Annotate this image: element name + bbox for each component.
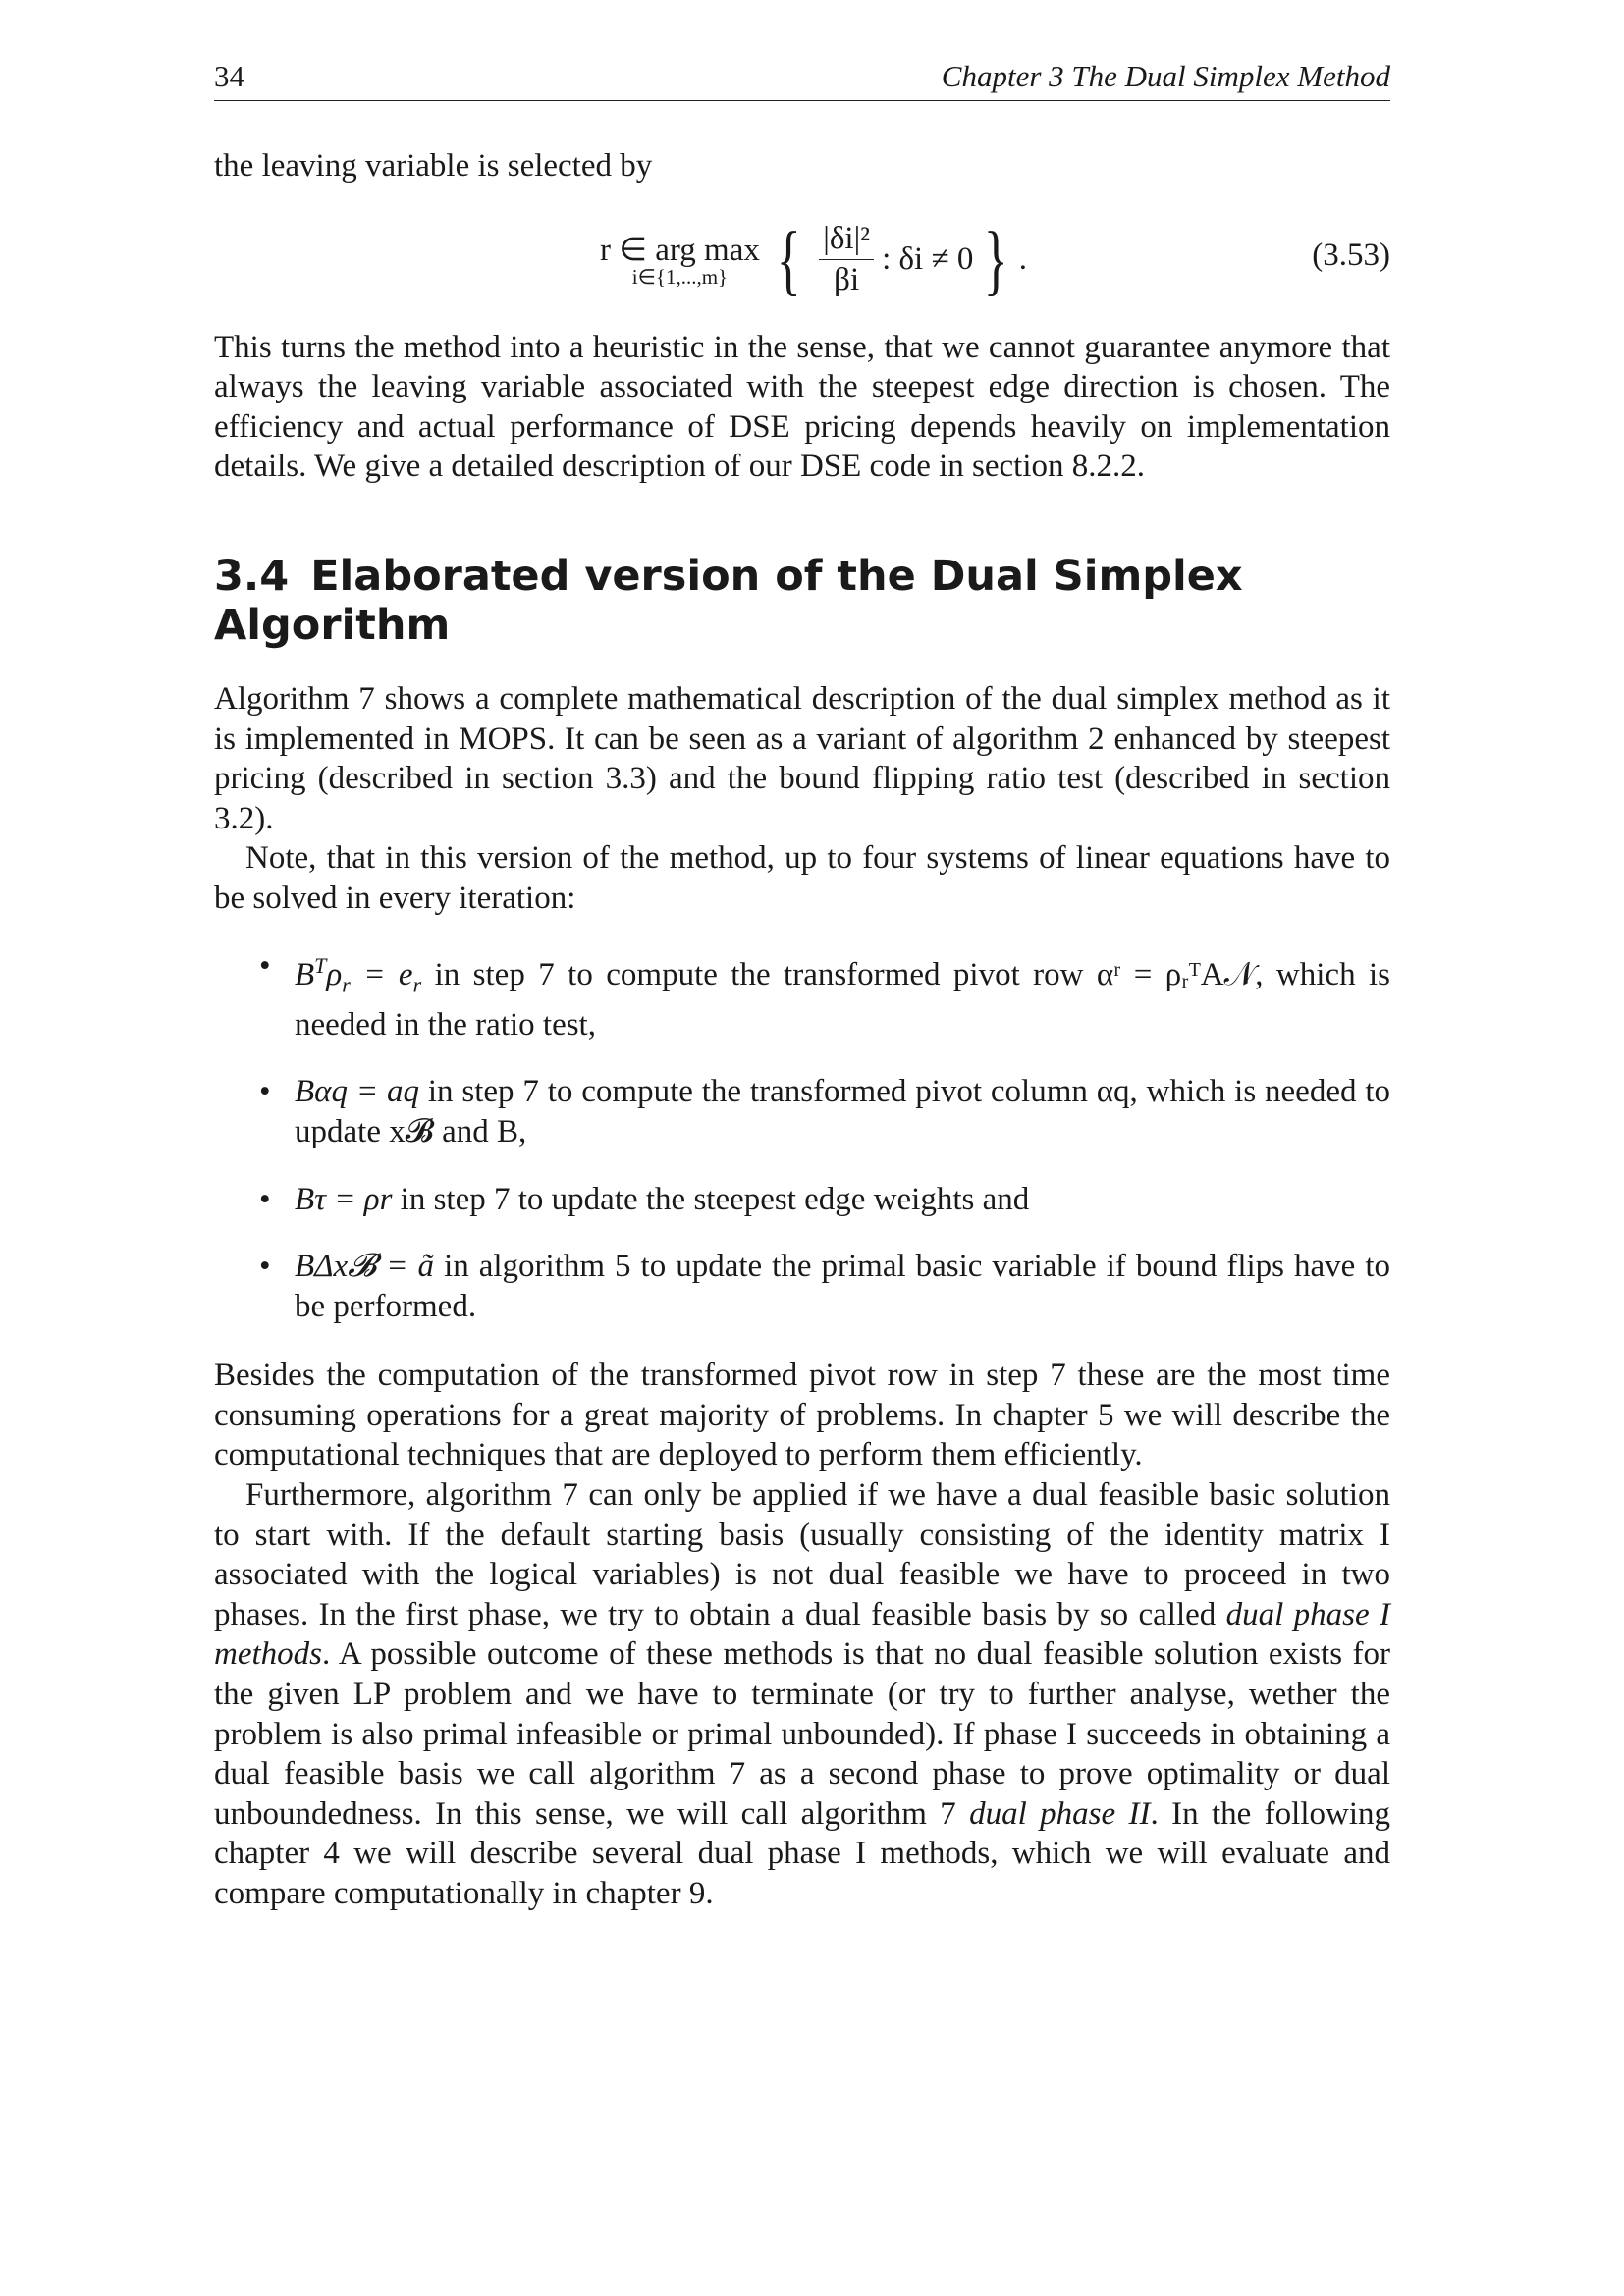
paragraph-four-systems: Note, that in this version of the method, up to four systems of linear equations have to be solved in every iteration: (214, 840, 1390, 916)
left-brace: { (776, 216, 801, 303)
list-item-text: in algorithm 5 to update the primal basic variable if bound flips have to be performed. (295, 1249, 1390, 1324)
bullet-icon: • (259, 947, 271, 984)
equation-period: . (1018, 241, 1027, 278)
list-item-text: in step 7 to compute the transformed pivot column αq, which is needed to update x𝓑 and B, (295, 1074, 1390, 1149)
list-item (214, 1180, 1390, 1220)
equation-3-53 (214, 204, 1390, 316)
linear-systems-list (214, 946, 1390, 1327)
bullet-icon: • (259, 1074, 271, 1110)
paragraph-heuristic: This turns the method into a heuristic in the sense, that we cannot guarantee anymore that always the leaving variable associated with the steepest edge direction is chosen. The efficiency and actual performance of DSE pricing depends heavily on implementation details. We give a detailed description of our DSE code in section 8.2.2. (214, 329, 1390, 485)
list-item-text: in step 7 to update the steepest edge weights and (400, 1181, 1030, 1217)
list-item (214, 1072, 1390, 1151)
bullet-icon: • (259, 1249, 271, 1285)
argmax-label: r ∈ arg max (600, 233, 760, 269)
phases-em-2: dual phase II (969, 1795, 1151, 1832)
list-item-math: $B^T\rho_r = e_r$ (295, 952, 422, 997)
phases-text-1: Furthermore, algorithm 7 can only be applied if we have a dual feasible basic solution to start with. If the default starting basis (usually consisting of the identity matrix I associated with the logical variables) is not dual feasible we have to proceed in two phases. In the first phase, we try to obtain a dual feasible basis by so called (214, 1477, 1390, 1632)
bullet-icon: • (259, 1181, 271, 1217)
phases-text-3: . In the following chapter 4 we will describe several dual phase I methods, which we will evaluate and compare computationally in chapter 9. (214, 1795, 1391, 1911)
list-item (214, 1247, 1390, 1326)
page-number: 34 (214, 59, 244, 93)
list-item-text: in step 7 to compute the transformed pivot row αʳ = ρᵣᵀA𝒩, which is needed in the ratio test, (295, 956, 1390, 1042)
paragraph-phases (214, 1475, 1390, 1914)
fraction-numerator: |δi|² (819, 221, 874, 260)
intro-line: the leaving variable is selected by (214, 148, 653, 184)
phases-text-2: . A possible outcome of these methods is that no dual feasible solution exists for the given LP problem and we have to terminate (or try to further analyse, wether the problem is also primal infeasible or primal unbounded). If phase I succeeds in obtaining a dual feasible basis we call algorithm 7 as a second phase to prove optimality or dual unboundedness. In this sense, we will call algorithm 7 (214, 1636, 1390, 1832)
page (214, 59, 1390, 1914)
chapter-title: Chapter 3 The Dual Simplex Method (941, 59, 1390, 93)
phases-em-1: dual phase I methods (214, 1596, 1391, 1673)
paragraph-computation: Besides the computation of the transformed pivot row in step 7 these are the most time consuming operations for a great majority of problems. In chapter 5 we will describe the computational techniques that are deployed to perform them efficiently. (214, 1358, 1390, 1473)
fraction (819, 221, 874, 298)
condition: : δi ≠ 0 (882, 241, 974, 278)
section-heading (214, 552, 1390, 650)
list-item (214, 946, 1390, 1045)
list-item-math: BΔx𝓑 = ã (295, 1249, 435, 1285)
paragraph-algorithm-7: Algorithm 7 shows a complete mathematical description of the dual simplex method as it is implemented in MOPS. It can be seen as a variant of algorithm 2 enhanced by steepest pricing (described in section 3.3) and the bound flipping ratio test (described in section 3.2). (214, 680, 1390, 836)
list-item-math: Bαq = aq (295, 1074, 419, 1110)
argmax-subscript: i∈{1,...,m} (631, 265, 729, 290)
list-item-math: Bτ = ρr (295, 1181, 393, 1217)
running-header (214, 59, 1390, 101)
equation-number: (3.53) (1312, 237, 1390, 273)
section-number: 3.4 (214, 551, 290, 601)
argmax-operator (600, 230, 760, 290)
fraction-denominator: βi (834, 262, 860, 298)
right-brace: } (984, 216, 1009, 303)
section-title: Elaborated version of the Dual Simplex Algorithm (214, 551, 1243, 650)
